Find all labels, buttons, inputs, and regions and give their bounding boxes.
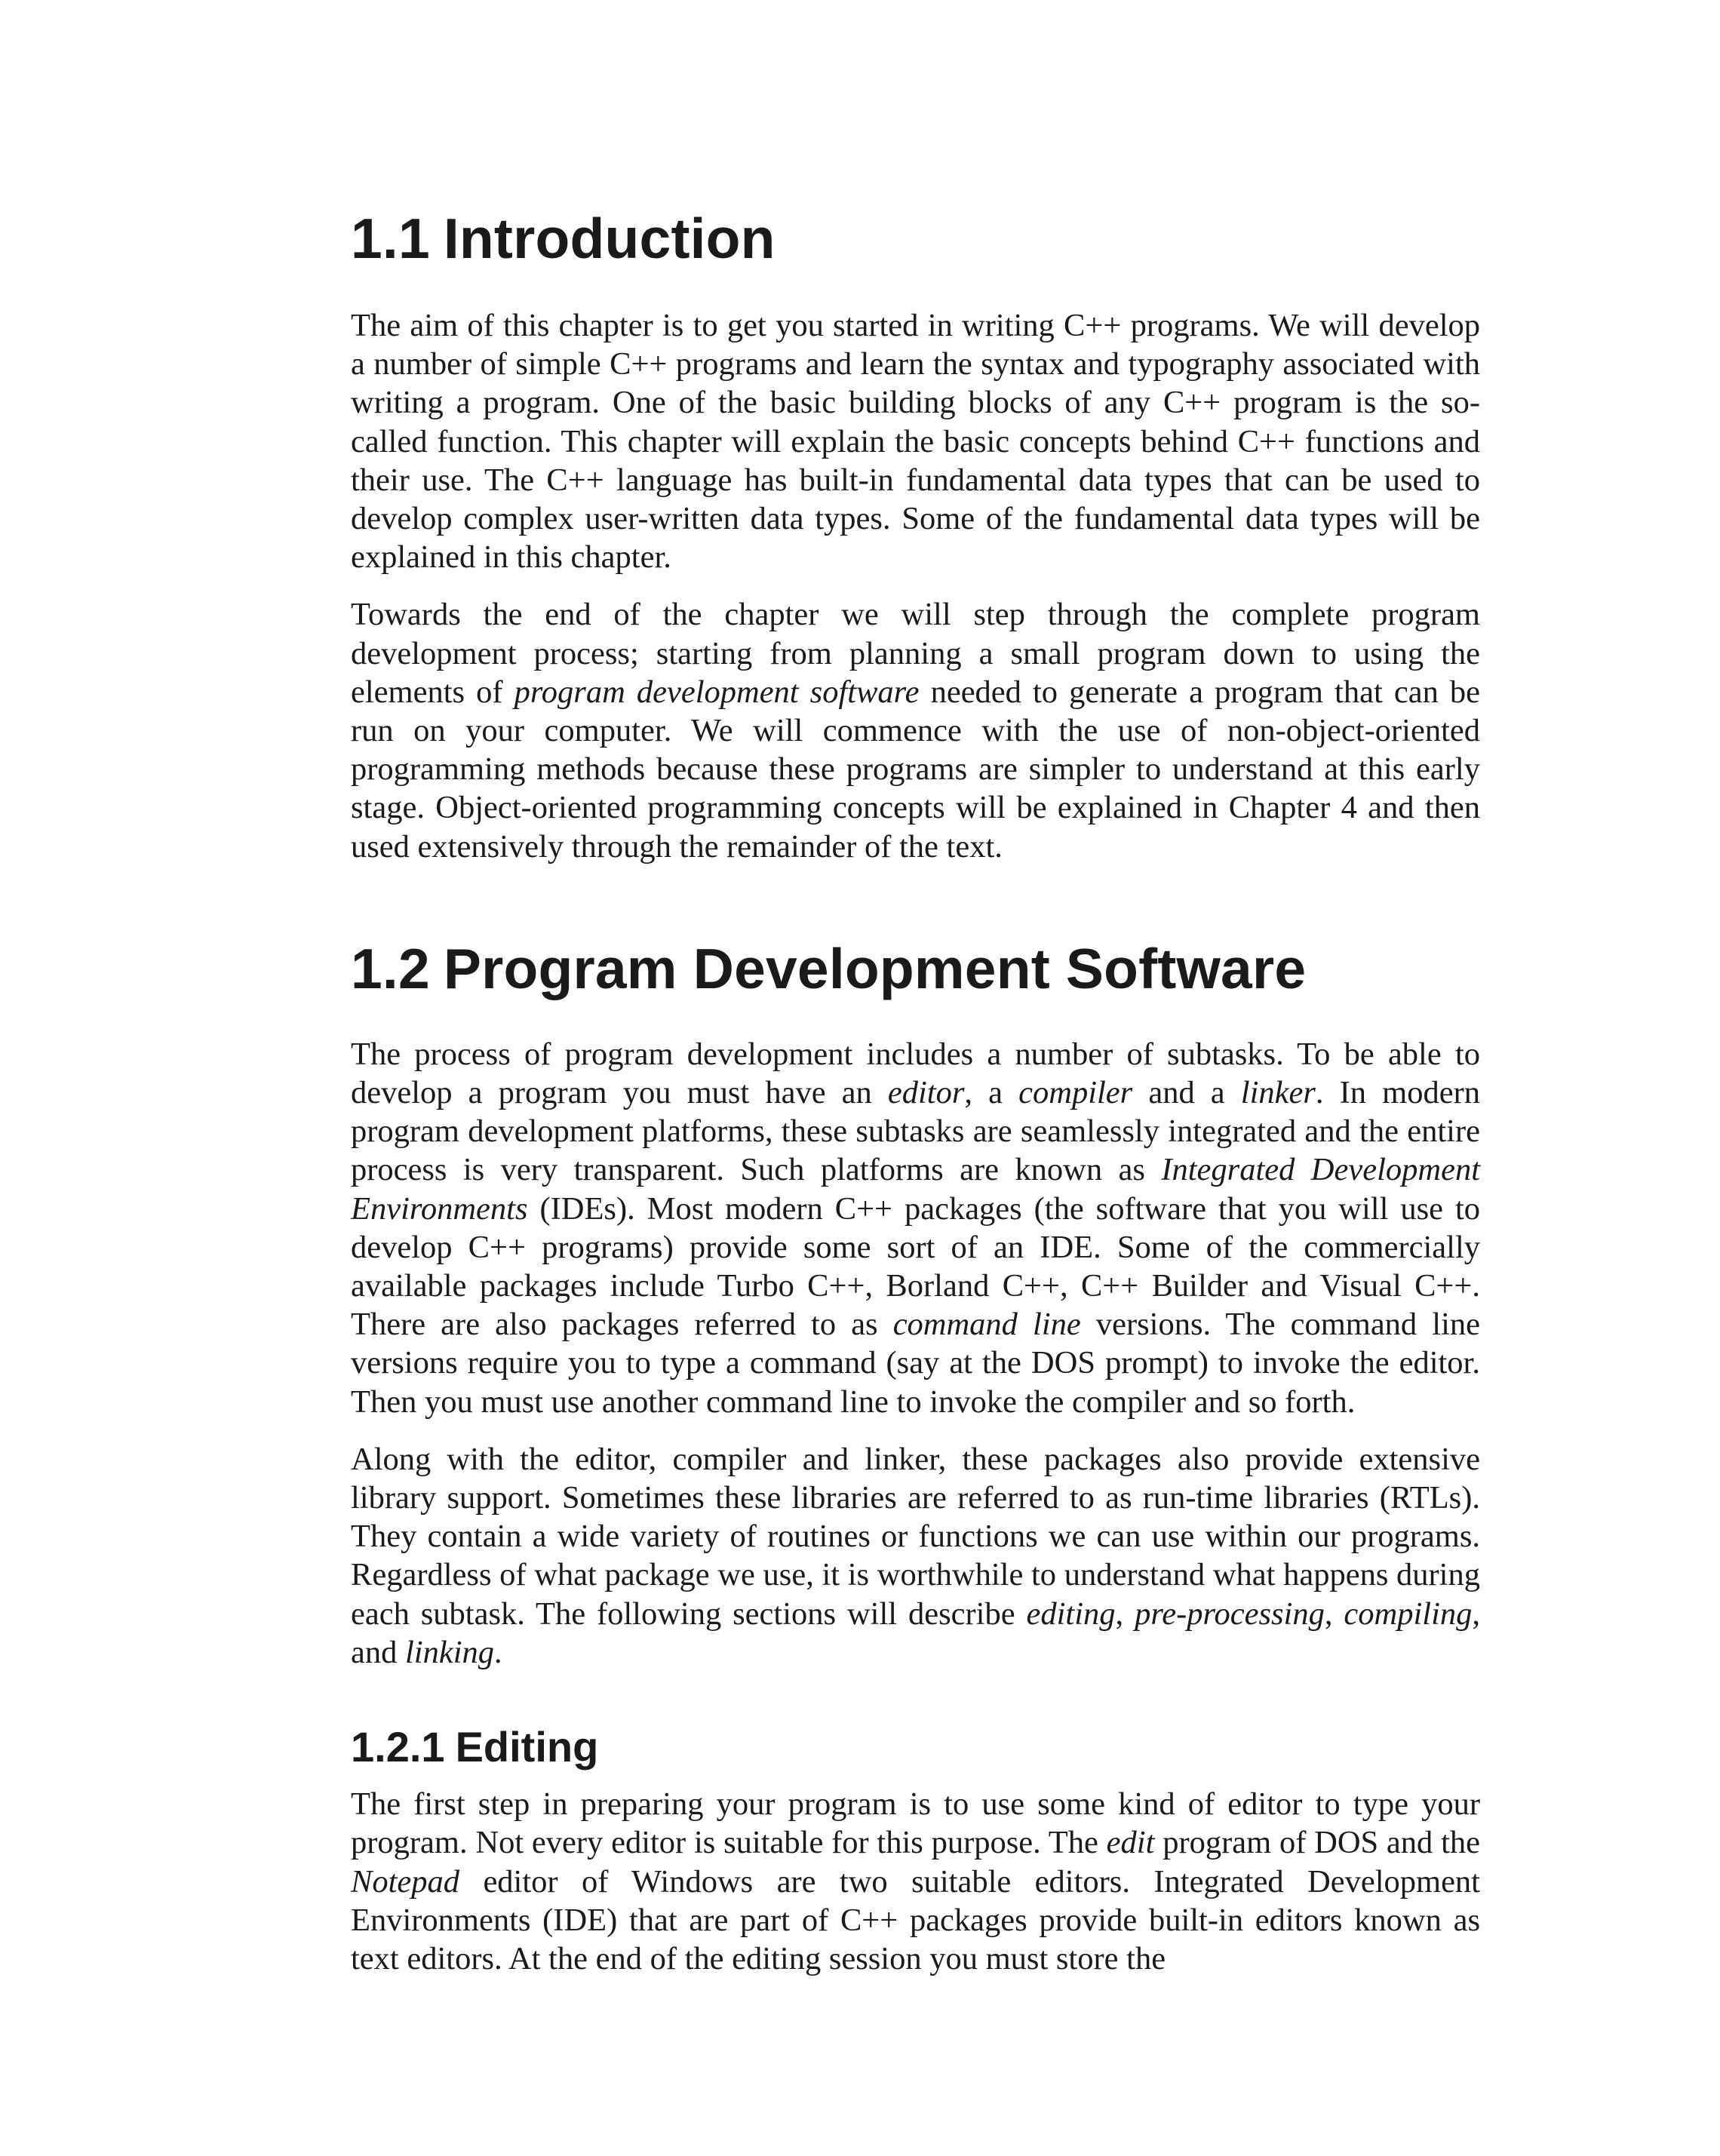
section-title: Program Development Software: [443, 936, 1307, 1000]
section-number: 1.2: [351, 936, 430, 1000]
text-run: , a: [964, 1075, 1019, 1111]
text-run: Towards the end of the chapter we will step through the complete program development process; starting from planning a small program down to using the elements of: [351, 597, 1480, 710]
text-run: . In modern program development platforms, these subtasks are seamlessly integrated and the entire process is very transparent. Such platforms are known as: [351, 1075, 1480, 1188]
text-run: editor of Windows are two suitable editors. Integrated Development Environments (IDE) that are part of C++ packages provide built-in editors known as text editors. At the end of the editing session you must store the: [351, 1863, 1480, 1976]
italic-term: Integrated Development Environments: [351, 1152, 1480, 1227]
text-run: , and: [351, 1596, 1481, 1670]
paragraph-editing-1: [351, 1785, 1480, 1978]
section-title: Editing: [455, 1723, 599, 1771]
italic-term: editing: [1026, 1596, 1116, 1632]
page-content: [351, 202, 1480, 1978]
text-run: ,: [1324, 1596, 1344, 1632]
text-run: (IDEs). Most modern C++ packages (the software that you will use to develop C++ programs) provide some sort of an IDE. Some of the commercially available packages include Turbo C++, Borland C++, C++ Builder and Visual C++. There are also packages referred to as: [351, 1190, 1480, 1343]
italic-term: compiling: [1344, 1596, 1473, 1632]
text-run: The process of program development includes a number of subtasks. To be able to develop a program you must have an: [351, 1036, 1480, 1111]
text-run: Along with the editor, compiler and linker, these packages also provide extensive library support. Sometimes these libraries are referred to as run-time libraries (RTLs). They contain a wide variety of routines or functions we can use within our programs. Regardless of what package we use, it is worthwhile to understand what happens during each subtask. The following sections will describe: [351, 1441, 1480, 1632]
text-run: .: [494, 1634, 502, 1670]
section-heading-introduction: [351, 202, 1480, 275]
section-title: Introduction: [443, 207, 776, 270]
italic-term: compiler: [1018, 1075, 1133, 1111]
section-heading-program-development-software: [351, 932, 1480, 1005]
paragraph-pds-1: [351, 1035, 1480, 1421]
italic-term: linking: [405, 1634, 495, 1670]
text-run: and a: [1132, 1075, 1241, 1111]
italic-term: editor: [887, 1075, 965, 1111]
text-run: versions. The command line versions require you to type a command (say at the DOS prompt) to invoke the editor. Then you must use another command line to invoke the compiler and so forth.: [351, 1307, 1480, 1420]
text-run: The first step in preparing your program is to use some kind of editor to type your program. Not every editor is suitable for this purpose. The: [351, 1786, 1480, 1861]
italic-term: Notepad: [351, 1863, 460, 1900]
text-run: ,: [1115, 1596, 1135, 1632]
paragraph-pds-2: [351, 1440, 1480, 1672]
paragraph-intro-1: The aim of this chapter is to get you started in writing C++ programs. We will develop a number of simple C++ programs and learn the syntax and typography associated with writing a program. One of the basic building blocks of any C++ program is the so-called function. This chapter will explain the basic concepts behind C++ functions and their use. The C++ language has built-in fundamental data types that can be used to develop complex user-written data types. Some of the fundamental data types will be explained in this chapter.: [351, 308, 1480, 576]
italic-term: pre-processing: [1135, 1596, 1325, 1632]
italic-term: command line: [892, 1307, 1081, 1343]
section-number: 1.1: [351, 207, 430, 270]
paragraph-intro-2: [351, 595, 1480, 865]
text-run: needed to generate a program that can be run on your computer. We will commence with the use of non-object-oriented programming methods because these programs are simpler to understand at this early stage. Object-oriented programming concepts will be explained in Chapter 4 and then used extensively through the remainder of the text.: [351, 674, 1480, 865]
italic-term: linker: [1240, 1075, 1316, 1111]
subsection-heading-editing: [351, 1720, 1480, 1774]
italic-term: edit: [1106, 1825, 1155, 1861]
section-number: 1.2.1: [351, 1723, 445, 1771]
text-run: program of DOS and the: [1154, 1825, 1480, 1861]
italic-term: program development software: [514, 674, 920, 710]
